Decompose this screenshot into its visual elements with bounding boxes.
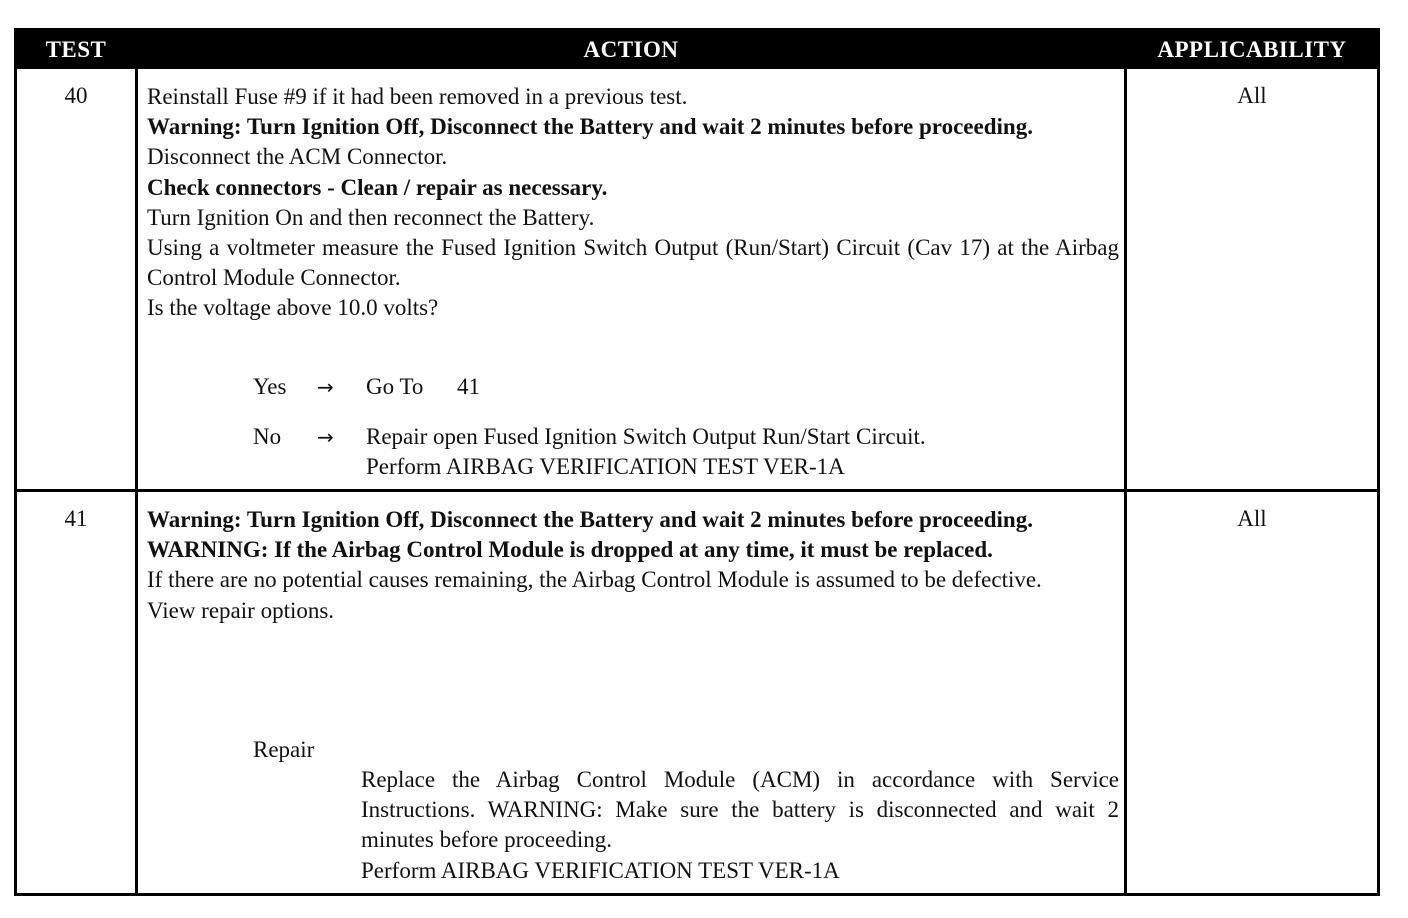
row-divider (17, 489, 1377, 492)
header-applicability: APPLICABILITY (1157, 37, 1347, 62)
row-40-action (147, 82, 1119, 324)
action-line: Disconnect the ACM Connector. (147, 144, 448, 170)
column-divider (1124, 69, 1127, 893)
arrow-icon: → (317, 375, 334, 399)
warning-line: WARNING: If the Airbag Control Module is dropped at any time, it must be replaced. (147, 537, 993, 563)
action-line: If there are no potential causes remaining, the Airbag Control Module is assumed to be defective. (147, 567, 1042, 593)
table-header (17, 31, 1377, 69)
arrow-icon: → (317, 425, 334, 449)
header-test: TEST (45, 37, 107, 62)
column-divider (135, 69, 138, 893)
row-40-applicability: All (1237, 83, 1267, 108)
row-41-action (147, 505, 1119, 626)
diagnostic-table (14, 28, 1380, 896)
warning-line: Warning: Turn Ignition Off, Disconnect the Battery and wait 2 minutes before proceeding. (147, 507, 1033, 532)
no-action-line-1: Repair open Fused Ignition Switch Output Run/Start Circuit. (366, 424, 926, 449)
action-line: Reinstall Fuse #9 if it had been removed in a previous test. (147, 84, 688, 109)
repair-instructions (361, 765, 1119, 886)
row-40-test-number: 40 (64, 83, 88, 108)
repair-label: Repair (253, 737, 315, 762)
no-action-line-2: Perform AIRBAG VERIFICATION TEST VER-1A (366, 454, 845, 479)
row-41-applicability: All (1237, 506, 1267, 531)
action-line: Turn Ignition On and then reconnect the Battery. (147, 204, 595, 230)
yes-target: 41 (457, 374, 480, 399)
question-line: Is the voltage above 10.0 volts? (147, 295, 439, 321)
no-label: No (253, 424, 282, 449)
action-line: Using a voltmeter measure the Fused Ignition Switch Output (Run/Start) Circuit (Cav 17) at the Airbag Control Module Connector. (147, 235, 1119, 291)
repair-perform: Perform AIRBAG VERIFICATION TEST VER-1A (361, 857, 840, 883)
header-action: ACTION (583, 37, 679, 62)
yes-action: Go To (366, 374, 424, 399)
action-line: View repair options. (147, 597, 335, 623)
warning-line: Warning: Turn Ignition Off, Disconnect the Battery and wait 2 minutes before proceeding. (147, 114, 1033, 140)
check-line: Check connectors - Clean / repair as necessary. (147, 174, 608, 200)
repair-text: Replace the Airbag Control Module (ACM) in accordance with Service Instructions. WARNING: Make sure the battery is disconnected and wait 2 minutes before proceeding. (361, 767, 1119, 853)
yes-label: Yes (253, 374, 287, 399)
row-41-test-number: 41 (64, 506, 88, 531)
